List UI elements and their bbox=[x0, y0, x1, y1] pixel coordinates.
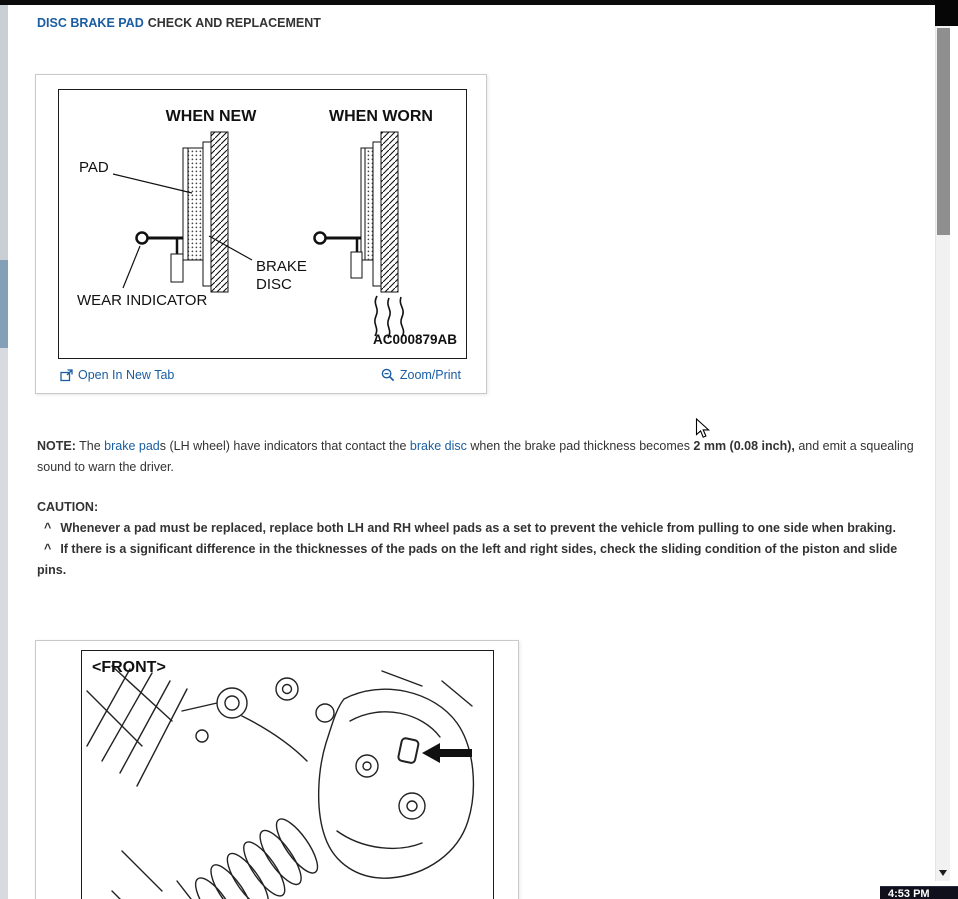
taskbar-fragment bbox=[880, 886, 958, 899]
vertical-scrollbar[interactable] bbox=[935, 5, 950, 881]
when-worn-label: WHEN WORN bbox=[329, 108, 433, 125]
front-label: <FRONT> bbox=[92, 659, 166, 676]
brake-label: BRAKE bbox=[256, 258, 307, 275]
figure-code: AC000879AB bbox=[372, 332, 457, 347]
note-paragraph: NOTE: The brake pads (LH wheel) have indicators that contact the brake disc when the brake pad thickness becomes 2 mm (0.08 inch), and emit a squealing sound to warn the driver. bbox=[37, 439, 914, 474]
open-in-new-tab-icon bbox=[60, 369, 73, 382]
brake-pad-wear-diagram bbox=[58, 89, 467, 359]
caution-item: ^ If there is a significant difference in the thicknesses of the pads on the left and right sides, check the sliding condition of the piston and slide pins. bbox=[37, 542, 898, 577]
disc-label: DISC bbox=[256, 276, 292, 293]
figure-toolbar bbox=[58, 359, 467, 382]
taskbar-clock[interactable]: 4:53 PM bbox=[888, 888, 930, 899]
open-in-new-tab-link[interactable]: Open In New Tab bbox=[60, 368, 174, 382]
brake-pad-link[interactable]: brake pad bbox=[104, 439, 160, 453]
caution-label: CAUTION: bbox=[37, 500, 99, 514]
brake-disc-link[interactable]: brake disc bbox=[409, 439, 467, 453]
page-title bbox=[37, 16, 321, 30]
note-label: NOTE: bbox=[37, 439, 76, 453]
scroll-down-arrow-icon bbox=[939, 870, 947, 876]
caution-block bbox=[37, 497, 914, 581]
magnifier-icon bbox=[381, 368, 395, 382]
article-content bbox=[8, 5, 935, 899]
pad-label: PAD bbox=[79, 159, 109, 176]
background-window-strip bbox=[0, 5, 8, 899]
disc-brake-pad-link[interactable]: DISC BRAKE PAD bbox=[37, 16, 144, 30]
window-top-border bbox=[0, 0, 958, 5]
wear-indicator-label: WEAR INDICATOR bbox=[77, 292, 208, 309]
brake-caliper-diagram bbox=[81, 650, 494, 899]
scroll-down-button[interactable] bbox=[936, 864, 950, 881]
page-title-rest: CHECK AND REPLACEMENT bbox=[147, 16, 321, 30]
when-new-label: WHEN NEW bbox=[165, 108, 257, 125]
caution-item: ^ Whenever a pad must be replaced, replace both LH and RH wheel pads as a set to prevent the vehicle from pulling to one side when braking. bbox=[44, 521, 896, 535]
zoom-print-link[interactable]: Zoom/Print bbox=[381, 368, 461, 382]
figure-card-wear-indicator bbox=[35, 74, 487, 394]
window-corner bbox=[935, 0, 958, 26]
scrollbar-thumb[interactable] bbox=[937, 28, 950, 235]
inspection-arrow bbox=[422, 743, 472, 763]
figure-card-caliper bbox=[35, 640, 519, 899]
